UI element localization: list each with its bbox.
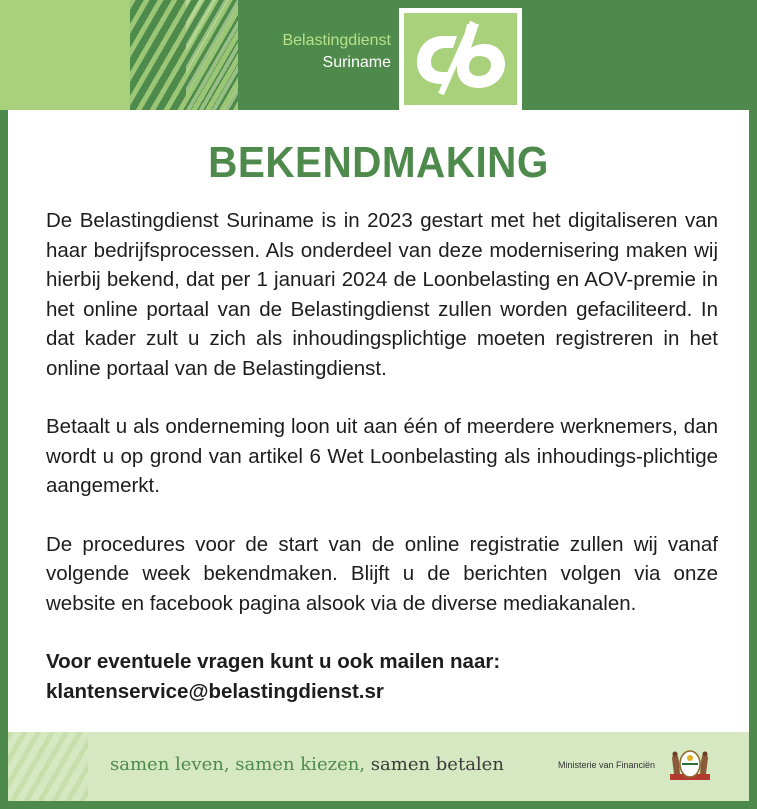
header-stripe-pattern-light <box>186 0 238 110</box>
notice-paragraph-1: De Belastingdienst Suriname is in 2023 gestart met het digitaliseren van haar bedrijfsprocessen. Als onderdeel van deze modernisering maken wij hierbij bekend, dat per 1 januari 2024 de Loonbelasting en AOV-premie in het online portaal van de Belastingdienst zullen worden gefaciliteerd. In dat kader zult u zich als inhoudingsplichtige moeten registreren in het online portaal van de Belastingdienst. <box>46 209 718 380</box>
brand-name-line1: Belastingdienst <box>282 32 391 49</box>
brand-name <box>282 30 391 74</box>
notice-body <box>46 206 718 706</box>
slogan-part-1: samen leven, samen kiezen, <box>110 754 366 775</box>
notice-panel <box>8 110 749 732</box>
footer-stripe-pattern <box>8 732 88 801</box>
slogan-part-2: samen betalen <box>370 754 504 775</box>
notice-paragraph-3: De procedures voor de start van de online registratie zullen wij vanaf volgende week bekendmaken. Blijft u de berichten volgen via onze website en facebook pagina alsook via de diverse mediakanalen. <box>46 532 718 615</box>
header-stripe-block <box>0 0 130 110</box>
contact-email-link[interactable]: klantenservice@belastingdienst.sr <box>46 679 384 703</box>
footer-banner <box>8 732 749 801</box>
brand-name-line2: Suriname <box>322 54 391 71</box>
notice-paragraph-2: Betaalt u als onderneming loon uit aan één of meerdere werknemers, dan wordt u op grond van artikel 6 Wet Loonbelasting als inhoudings-plichtige aangemerkt. <box>46 415 718 497</box>
contact-line: Voor eventuele vragen kunt u ook mailen naar: <box>46 650 501 673</box>
coat-of-arms-icon <box>668 744 712 788</box>
logo <box>399 8 522 110</box>
ministry-name: Ministerie van Financiën <box>558 760 656 770</box>
bottom-border <box>0 801 757 809</box>
header-banner <box>0 0 757 110</box>
belastingdienst-logo-icon <box>404 13 517 105</box>
slogan <box>110 754 504 775</box>
notice-title: BEKENDMAKING <box>208 138 549 187</box>
